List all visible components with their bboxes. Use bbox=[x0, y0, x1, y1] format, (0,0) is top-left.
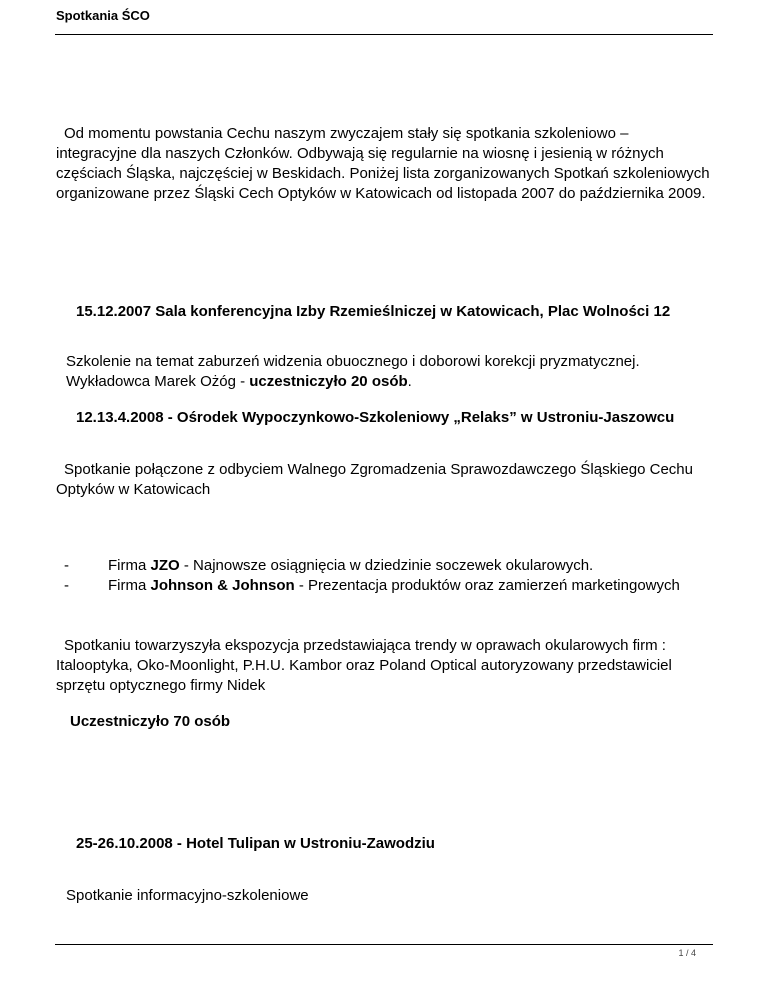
exhibition-paragraph: Spotkaniu towarzyszyła ekspozycja przedstawiająca trendy w oprawach okularowych firm : Italooptyka, Oko-Moonlight, P.H.U. Kambor oraz Poland Optical autoryzowany przedstawiciel sprzętu optycznego firmy Nidek bbox=[56, 637, 672, 694]
header-divider bbox=[55, 34, 713, 35]
intro-paragraph: Od momentu powstania Cechu naszym zwyczajem stały się spotkania szkoleniowo – integracyjne dla naszych Członków. Odbywają się regularnie na wiosnę i jesienią w różnych częściach Śląska, najczęściej w Beskidach. Poniżej lista zorganizowanych Spotkań szkoleniowych organizowane przez Śląski Cech Optyków w Katowicach od listopada 2007 do października 2009. bbox=[56, 125, 710, 202]
event-heading-2008-10: 25-26.10.2008 - Hotel Tulipan w Ustroniu-Zawodziu bbox=[76, 835, 435, 852]
participants-total: Uczestniczyło 70 osób bbox=[70, 713, 231, 730]
list-bullet: - bbox=[64, 577, 69, 594]
company-name: Johnson & Johnson bbox=[150, 577, 295, 594]
list-bullet: - bbox=[64, 557, 69, 574]
lecturer-period: . bbox=[407, 373, 412, 390]
event-heading-2007-12: 15.12.2007 Sala konferencyjna Izby Rzemieślniczej w Katowicach, Plac Wolności 12 bbox=[76, 303, 671, 320]
event-heading-2008-04: 12.13.4.2008 - Ośrodek Wypoczynkowo-Szkoleniowy „Relaks” w Ustroniu-Jaszowcu bbox=[76, 409, 675, 426]
footer-divider bbox=[55, 944, 713, 945]
company-name: JZO bbox=[150, 557, 180, 574]
presentations-list bbox=[64, 556, 680, 596]
event-description: Spotkanie informacyjno-szkoleniowe bbox=[66, 887, 309, 904]
participants-count: uczestniczyło 20 osób bbox=[249, 373, 408, 390]
event-description: Spotkanie połączone z odbyciem Walnego Zgromadzenia Sprawozdawczego Śląskiego Cechu Optyków w Katowicach bbox=[56, 461, 693, 498]
list-item bbox=[64, 576, 680, 596]
page-header-title: Spotkania ŚCO bbox=[56, 8, 150, 23]
lecturer-text: Wykładowca Marek Ożóg - bbox=[66, 373, 250, 390]
list-item bbox=[64, 556, 680, 576]
event-lecturer-line bbox=[66, 372, 412, 392]
event-description-line: Szkolenie na temat zaburzeń widzenia obuocznego i doborowi korekcji pryzmatycznej. bbox=[66, 353, 640, 370]
page-number: 1 / 4 bbox=[678, 948, 696, 958]
list-item-prefix: Firma bbox=[108, 557, 151, 574]
list-item-text: - Najnowsze osiągnięcia w dziedzinie soczewek okularowych. bbox=[179, 557, 594, 574]
list-item-prefix: Firma bbox=[108, 577, 151, 594]
list-item-text: - Prezentacja produktów oraz zamierzeń marketingowych bbox=[294, 577, 680, 594]
